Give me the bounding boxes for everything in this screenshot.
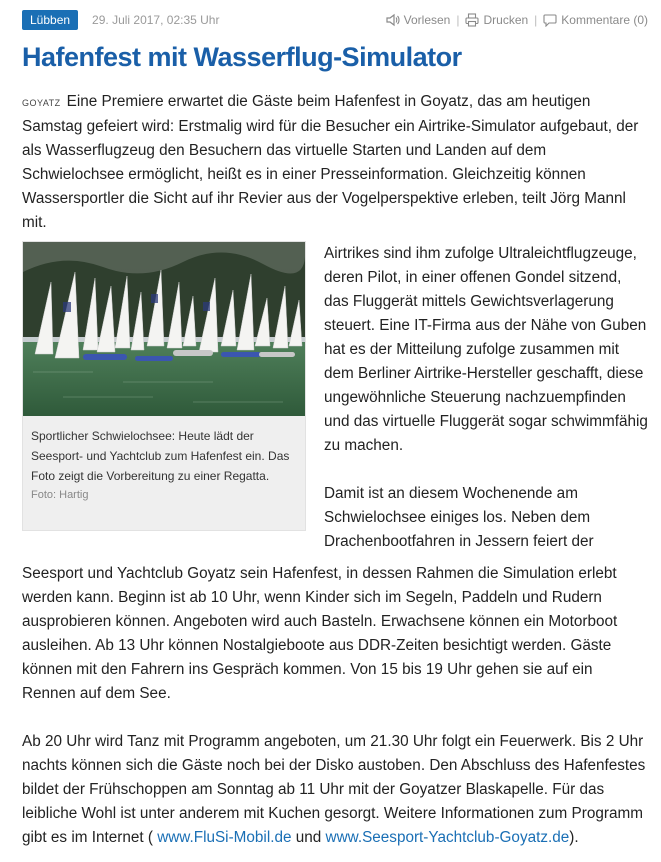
action-divider: | <box>456 13 460 27</box>
link-joiner: und <box>295 829 322 846</box>
print-label: Drucken <box>483 13 529 27</box>
closing-text: ). <box>569 829 579 846</box>
location-badge[interactable]: Lübben <box>22 10 78 30</box>
figure-caption: Sportlicher Schwielochsee: Heute lädt der Seesport- und Yachtclub zum Hafenfest ein. Das Foto zeigt die Vorbereitung zu einer Regatta. <box>31 429 290 483</box>
comments-button[interactable] <box>543 13 648 27</box>
article-body <box>22 562 650 850</box>
paragraph-weekend: Damit ist an diesem Wochenende am Schwielochsee einiges los. Neben dem Drachenbootfahren in Jessern feiert der <box>324 485 594 550</box>
article-actions <box>386 13 648 27</box>
paragraph-program: Seesport und Yachtclub Goyatz sein Hafenfest, in dessen Rahmen die Simulation erlebt werden kann. Beginn ist ab 10 Uhr, wenn Kinder sich im Segeln, Paddeln und Rudern ausprobieren können. Angeboten wird auch Basteln. Erwachsene können ein Motorboot ausleihen. Ab 13 Uhr können Nostalgieboote aus DDR-Zeiten besichtigt werden. Gäste können mit den Fahrern ins Gespräch kommen. Von 15 bis 19 Uhr gehen sie auf ein Rennen auf dem See. <box>22 565 618 702</box>
evening-text: Ab 20 Uhr wird Tanz mit Programm angeboten, um 21.30 Uhr folgt ein Feuerwerk. Bis 2 Uhr nachts können sich die Gäste noch bei der Disko austoben. Den Abschluss des Hafenfestes bildet der Frühschoppen am Sonntag ab 11 Uhr mit der Goyatzer Blaskapelle. Für das leibliche Wohl ist unter anderem mit Kuchen gesorgt. Weitere Informationen zum Programm gibt es im Internet ( <box>22 733 646 846</box>
article-figure <box>22 241 306 531</box>
comments-label: Kommentare (0) <box>561 13 648 27</box>
article-intro <box>22 90 650 235</box>
article-headline: Hafenfest mit Wasserflug-Simulator <box>22 42 462 72</box>
article-meta-bar <box>22 9 648 31</box>
printer-icon <box>465 13 479 27</box>
flusi-mobil-link[interactable]: www.FluSi-Mobil.de <box>157 829 292 846</box>
speech-bubble-icon <box>543 13 557 27</box>
action-divider: | <box>534 13 538 27</box>
intro-text: Eine Premiere erwartet die Gäste beim Hafenfest in Goyatz, das am heutigen Samstag gefeiert wird: Erstmalig wird für die Besucher ein Airtrike-Simulator aufgebaut, der als Wasserflugzeug den Besuchern das virtuelle Starten und Landen auf dem Schwielochsee ermöglicht, heißt es in einer Presseinformation. Gleichzeitig können Wassersportler die Sicht auf ihr Revier aus der Vogelperspektive erleben, teilt Jörg Mannl mit. <box>22 93 639 231</box>
read-aloud-label: Vorlesen <box>403 13 451 27</box>
print-button[interactable] <box>465 13 528 27</box>
read-aloud-button[interactable] <box>386 13 451 27</box>
dateline: GOYATZ <box>22 98 61 108</box>
photo-credit: Foto: Hartig <box>31 489 89 501</box>
regatta-photo[interactable] <box>23 242 305 416</box>
article-side-column <box>324 242 650 554</box>
paragraph-airtrikes: Airtrikes sind ihm zufolge Ultraleichtflugzeuge, deren Pilot, in einer offenen Gondel sitzend, das Fluggerät mittels Gewichtsverlagerung steuert. Eine IT-Firma aus der Nähe von Guben hat es der Mitteilung zufolge zusammen mit dem Berliner Airtrike-Hersteller geschafft, diese ungewöhnliche Steuerung nachzuempfinden und das virtuelle Fluggerät sogar schwimmfähig zu machen. <box>324 245 648 454</box>
speaker-icon <box>386 13 400 27</box>
yachtclub-link[interactable]: www.Seesport-Yachtclub-Goyatz.de <box>325 829 570 846</box>
paragraph-evening <box>22 730 650 850</box>
publish-date: 29. Juli 2017, 02:35 Uhr <box>92 13 220 27</box>
